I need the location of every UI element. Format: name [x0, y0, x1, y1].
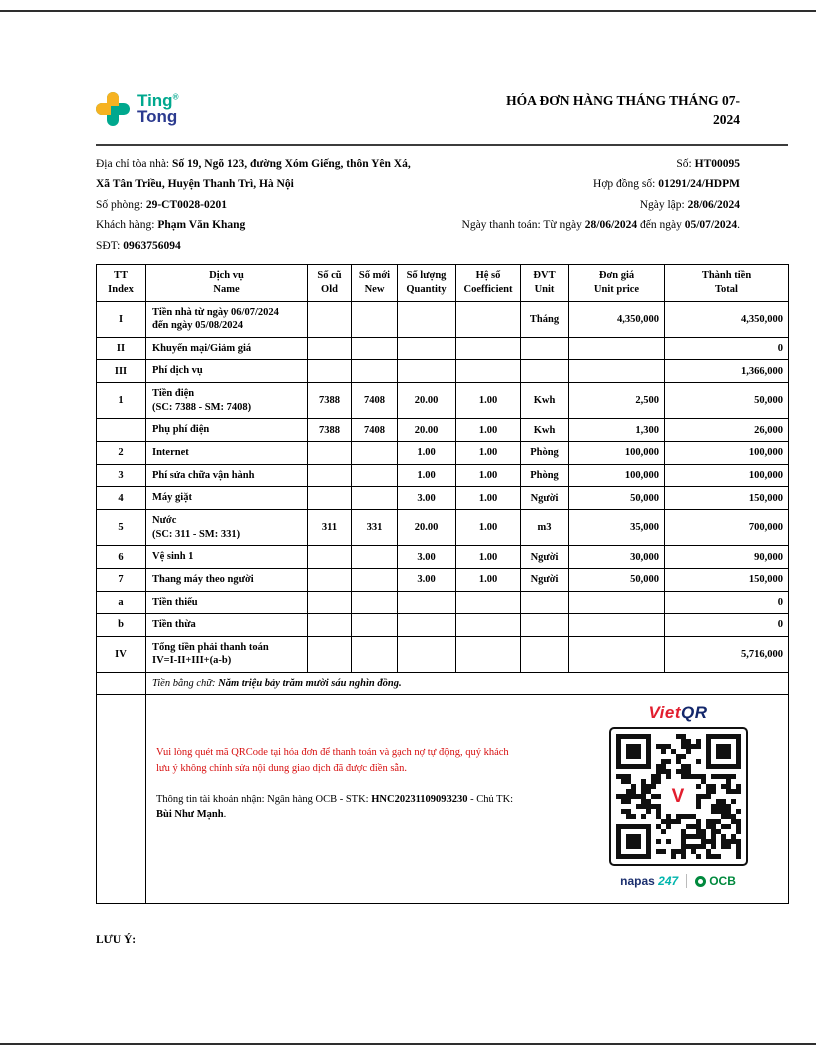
table-row: [97, 636, 789, 672]
table-row: [97, 591, 789, 614]
cell-old: [308, 546, 352, 569]
cell-coef: [456, 301, 521, 337]
cell-unit: Người: [521, 487, 569, 510]
cell-old: [308, 487, 352, 510]
cell-unit: Người: [521, 568, 569, 591]
cell-coef: 1.00: [456, 419, 521, 442]
cell-coef: [456, 614, 521, 637]
table-header-row: [97, 265, 789, 301]
phone-value: 0963756094: [123, 239, 181, 252]
payment-network-logos: [602, 874, 754, 888]
contract-label: Hợp đồng số:: [593, 178, 659, 191]
cell-coef: [456, 636, 521, 672]
cell-qty: 3.00: [398, 568, 456, 591]
cell-tt: 7: [97, 568, 146, 591]
header-old: Số cũ Old: [308, 265, 352, 301]
invoice-page: [96, 0, 788, 946]
cell-total: 5,716,000: [665, 636, 789, 672]
address-value: Số 19, Ngõ 123, đường Xóm Giếng, thôn Yên Xá,: [172, 157, 411, 170]
registered-mark: ®: [172, 92, 179, 102]
cell-new: [352, 614, 398, 637]
cell-unit: [521, 636, 569, 672]
cell-price: 100,000: [569, 442, 665, 465]
cell-name: Thang máy theo người: [146, 568, 308, 591]
table-row: [97, 337, 789, 360]
cell-unit: m3: [521, 509, 569, 545]
cell-new: [352, 591, 398, 614]
contract-value: 01291/24/HDPM: [658, 178, 740, 191]
table-row: [97, 614, 789, 637]
cell-name: Tiền thiếu: [146, 591, 308, 614]
cell-coef: [456, 337, 521, 360]
cell-qty: [398, 614, 456, 637]
table-row: [97, 509, 789, 545]
cell-new: [352, 464, 398, 487]
tingtong-logo-text: Ting® Tong: [137, 90, 179, 126]
cell-old: 7388: [308, 383, 352, 419]
cell-coef: 1.00: [456, 442, 521, 465]
page-bottom-edge: [0, 1043, 816, 1045]
room-value: 29-CT0028-0201: [145, 198, 227, 211]
footer-note: LƯU Ý:: [96, 934, 137, 947]
ocb-ring-icon: [695, 876, 706, 887]
cell-new: [352, 442, 398, 465]
address-label: Địa chỉ tòa nhà:: [96, 157, 173, 170]
cell-total: 26,000: [665, 419, 789, 442]
cell-price: 30,000: [569, 546, 665, 569]
cell-old: 7388: [308, 419, 352, 442]
header-index: TT Index: [97, 265, 146, 301]
ocb-logo: OCB: [695, 874, 736, 888]
cell-total: 1,366,000: [665, 360, 789, 383]
cell-tt: 5: [97, 509, 146, 545]
cell-name: Nước (SC: 311 - SM: 331): [146, 509, 308, 545]
table-row: [97, 464, 789, 487]
cell-tt: b: [97, 614, 146, 637]
cell-tt: IV: [97, 636, 146, 672]
cell-coef: [456, 591, 521, 614]
cell-tt: 6: [97, 546, 146, 569]
payment-date-from: 28/06/2024: [584, 219, 638, 232]
info-row-address2: [96, 174, 788, 195]
cell-unit: Kwh: [521, 383, 569, 419]
amount-words-value: Năm triệu bảy trăm mười sáu nghìn đồng.: [218, 678, 402, 690]
cell-name: Phí dịch vụ: [146, 360, 308, 383]
cell-new: [352, 301, 398, 337]
cell-unit: Phòng: [521, 442, 569, 465]
cell-name: Phí sửa chữa vận hành: [146, 464, 308, 487]
cell-old: 311: [308, 509, 352, 545]
cell-old: [308, 591, 352, 614]
table-row: [97, 442, 789, 465]
cell-old: [308, 464, 352, 487]
cell-new: 7408: [352, 419, 398, 442]
cell-total: 90,000: [665, 546, 789, 569]
cell-total: 100,000: [665, 464, 789, 487]
cell-new: [352, 568, 398, 591]
cell-price: 100,000: [569, 464, 665, 487]
cell-qty: [398, 636, 456, 672]
info-row-room: [96, 195, 788, 216]
header-quantity: Số lượng Quantity: [398, 265, 456, 301]
header-coefficient: Hệ số Coefficient: [456, 265, 521, 301]
header-divider: [96, 144, 788, 146]
table-row: [97, 383, 789, 419]
cell-old: [308, 568, 352, 591]
cell-tt: 2: [97, 442, 146, 465]
cell-qty: 20.00: [398, 419, 456, 442]
issue-date-label: Ngày lập:: [639, 198, 688, 211]
cell-name: Internet: [146, 442, 308, 465]
table-row: [97, 568, 789, 591]
table-row: [97, 546, 789, 569]
cell-new: 7408: [352, 383, 398, 419]
header-name: Dịch vụ Name: [146, 265, 308, 301]
cell-price: 35,000: [569, 509, 665, 545]
cell-name: Tiền điện (SC: 7388 - SM: 7408): [146, 383, 308, 419]
cell-qty: [398, 591, 456, 614]
page-title: HÓA ĐƠN HÀNG THÁNG THÁNG 07- 2024: [506, 93, 740, 127]
bank-account-owner: Bùi Như Mạnh: [156, 809, 224, 821]
cell-old: [308, 442, 352, 465]
cell-tt: 1: [97, 383, 146, 419]
vietqr-logo: VietQR: [648, 703, 708, 723]
amount-in-words-cell: [146, 673, 789, 695]
cell-total: 4,350,000: [665, 301, 789, 337]
cell-tt: [97, 419, 146, 442]
qr-section-cell: [146, 695, 789, 904]
cell-qty: 20.00: [398, 509, 456, 545]
cell-unit: [521, 337, 569, 360]
cell-qty: [398, 360, 456, 383]
tingtong-logo: [96, 92, 178, 126]
cell-qty: [398, 301, 456, 337]
bank-account-number: HNC20231109093230: [371, 793, 468, 805]
cell-new: [352, 636, 398, 672]
cell-unit: Phòng: [521, 464, 569, 487]
logo-divider: [686, 874, 687, 888]
cell-old: [308, 636, 352, 672]
cell-total: 150,000: [665, 568, 789, 591]
cell-price: [569, 337, 665, 360]
cell-total: 700,000: [665, 509, 789, 545]
table-row: [97, 487, 789, 510]
phone-label: SĐT:: [96, 239, 124, 252]
cell-name: Tổng tiền phải thanh toán IV=I-II+III+(a-b): [146, 636, 308, 672]
cell-price: [569, 591, 665, 614]
bank-end: .: [223, 809, 227, 821]
invoice-no-label: Số:: [676, 157, 695, 170]
cell-qty: 1.00: [398, 464, 456, 487]
address-value-line2: Xã Tân Triều, Huyện Thanh Trì, Hà Nội: [96, 178, 294, 191]
cell-new: [352, 360, 398, 383]
amount-words-label: Tiền bằng chữ:: [152, 678, 219, 690]
cell-coef: [456, 360, 521, 383]
bank-label: Thông tin tài khoản nhận: Ngân hàng OCB - STK:: [156, 793, 372, 805]
header-total: Thành tiền Total: [665, 265, 789, 301]
cell-tt: a: [97, 591, 146, 614]
cell-total: 0: [665, 337, 789, 360]
payment-end: .: [737, 219, 740, 232]
cell-qty: 20.00: [398, 383, 456, 419]
cell-price: 2,500: [569, 383, 665, 419]
qr-block: [602, 695, 754, 903]
cell-qty: 1.00: [398, 442, 456, 465]
header-unit: ĐVT Unit: [521, 265, 569, 301]
cell-unit: Người: [521, 546, 569, 569]
cell-tt: 3: [97, 464, 146, 487]
customer-value: Phạm Văn Khang: [157, 219, 246, 232]
qr-code: [609, 727, 748, 866]
cell-old: [308, 337, 352, 360]
cell-price: 50,000: [569, 487, 665, 510]
cell-price: [569, 636, 665, 672]
cell-unit: Kwh: [521, 419, 569, 442]
cell-price: [569, 614, 665, 637]
cell-total: 0: [665, 614, 789, 637]
info-row-customer: [96, 215, 788, 236]
cell-old: [308, 614, 352, 637]
invoice-table: [96, 264, 789, 904]
tingtong-plus-icon: [96, 92, 130, 126]
vietqr-center-mark: V: [664, 783, 692, 811]
cell-unit: Tháng: [521, 301, 569, 337]
cell-tt: 4: [97, 487, 146, 510]
cell-tt: II: [97, 337, 146, 360]
cell-name: Tiền nhà từ ngày 06/07/2024 đến ngày 05/08/2024: [146, 301, 308, 337]
info-row-address: [96, 154, 788, 175]
cell-unit: [521, 591, 569, 614]
table-row: [97, 301, 789, 337]
cell-price: [569, 360, 665, 383]
bank-account-info: [156, 792, 586, 824]
cell-old: [308, 301, 352, 337]
customer-label: Khách hàng:: [96, 219, 158, 232]
issue-date-value: 28/06/2024: [687, 198, 740, 211]
cell-name: Máy giặt: [146, 487, 308, 510]
cell-price: 4,350,000: [569, 301, 665, 337]
cell-total: 150,000: [665, 487, 789, 510]
cell-empty: [97, 673, 146, 695]
info-row-phone: [96, 236, 788, 257]
cell-new: [352, 337, 398, 360]
qr-section-row: [97, 695, 789, 904]
cell-total: 50,000: [665, 383, 789, 419]
cell-coef: 1.00: [456, 487, 521, 510]
cell-coef: 1.00: [456, 383, 521, 419]
cell-qty: [398, 337, 456, 360]
cell-tt: III: [97, 360, 146, 383]
cell-qty: 3.00: [398, 546, 456, 569]
cell-empty: [97, 695, 146, 904]
cell-new: [352, 546, 398, 569]
room-label: Số phòng:: [96, 198, 146, 211]
payment-label: Ngày thanh toán: Từ ngày: [461, 219, 585, 232]
invoice-table-body: [97, 301, 789, 673]
invoice-header: [96, 92, 788, 130]
cell-name: Khuyến mại/Giảm giá: [146, 337, 308, 360]
table-row: [97, 419, 789, 442]
payment-mid: đến ngày: [637, 219, 685, 232]
cell-unit: [521, 614, 569, 637]
cell-old: [308, 360, 352, 383]
bank-mid: - Chủ TK:: [467, 793, 514, 805]
cell-new: [352, 487, 398, 510]
cell-name: Vệ sinh 1: [146, 546, 308, 569]
cell-coef: 1.00: [456, 568, 521, 591]
table-row: [97, 360, 789, 383]
cell-total: 100,000: [665, 442, 789, 465]
cell-name: Tiền thừa: [146, 614, 308, 637]
cell-coef: 1.00: [456, 464, 521, 487]
cell-coef: 1.00: [456, 546, 521, 569]
cell-tt: I: [97, 301, 146, 337]
cell-unit: [521, 360, 569, 383]
payment-date-to: 05/07/2024: [684, 219, 738, 232]
napas-logo: napas 247: [620, 874, 679, 889]
cell-price: 50,000: [569, 568, 665, 591]
payment-notice-block: [146, 695, 586, 903]
invoice-no-value: HT00095: [694, 157, 740, 170]
qr-payment-notice: Vui lòng quét mã QRCode tại hóa đơn để thanh toán và gạch nợ tự động, quý khách lưu ý không chỉnh sửa nội dung giao dịch đã được điền sẵn.: [156, 747, 509, 775]
header-new: Số mới New: [352, 265, 398, 301]
cell-price: 1,300: [569, 419, 665, 442]
cell-total: 0: [665, 591, 789, 614]
amount-in-words-row: [97, 673, 789, 695]
cell-name: Phụ phí điện: [146, 419, 308, 442]
header-unit-price: Đơn giá Unit price: [569, 265, 665, 301]
invoice-info: [96, 154, 788, 257]
cell-new: 331: [352, 509, 398, 545]
cell-coef: 1.00: [456, 509, 521, 545]
cell-qty: 3.00: [398, 487, 456, 510]
